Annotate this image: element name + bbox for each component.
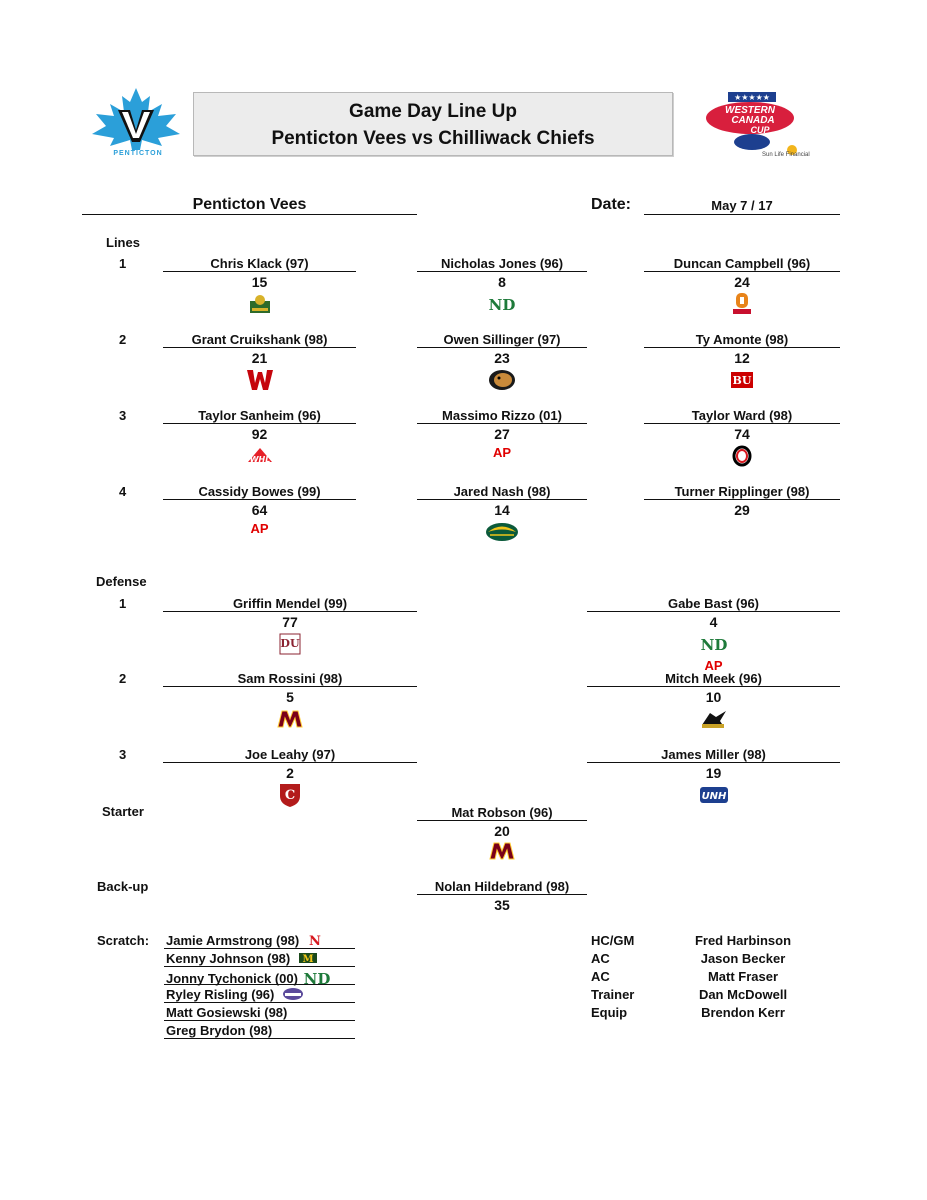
lines-label: Lines <box>106 235 140 250</box>
name-underline <box>163 499 356 500</box>
scratch-player-name: Greg Brydon (98) <box>166 1023 273 1038</box>
backup-name: Nolan Hildebrand (98) <box>434 879 570 894</box>
north-dakota-logo <box>694 630 734 658</box>
jersey-number: 27 <box>494 426 510 442</box>
wisconsin-logo <box>240 366 280 394</box>
denver-logo <box>270 630 310 658</box>
scratch-underline <box>164 948 355 949</box>
minnesota-logo <box>487 841 517 861</box>
wcc-text-1: WESTERN <box>725 105 775 116</box>
svg-text:ND: ND <box>488 296 516 314</box>
line-number: 2 <box>119 332 127 347</box>
jersey-number: 2 <box>286 765 294 781</box>
jersey-number: 23 <box>494 350 510 366</box>
name-underline <box>163 686 417 687</box>
line-number: 4 <box>119 484 127 499</box>
staff-role: AC <box>591 969 610 984</box>
scratch-player-name: Jonny Tychonick (00) <box>166 970 298 986</box>
jersey-number: 12 <box>734 350 750 366</box>
player-name: Taylor Sanheim (96) <box>198 408 321 423</box>
starter-number: 20 <box>494 823 510 839</box>
jersey-number: 10 <box>705 689 722 705</box>
starter-name: Mat Robson (96) <box>451 805 553 820</box>
scratch-player <box>166 1023 355 1038</box>
name-underline <box>587 762 840 763</box>
scratch-label: Scratch: <box>97 933 150 948</box>
omaha-orange-logo <box>722 290 762 318</box>
player-name: Turner Ripplinger (98) <box>674 484 810 499</box>
player-name: Massimo Rizzo (01) <box>442 408 562 423</box>
player-name: Cassidy Bowes (99) <box>198 484 321 499</box>
svg-text:C: C <box>284 788 296 803</box>
scratch-underline <box>164 984 355 985</box>
backup-label: Back-up <box>97 879 149 894</box>
jersey-number: 24 <box>734 274 750 290</box>
title-box <box>193 92 673 156</box>
alaska-anchorage-logo <box>482 518 522 546</box>
name-underline <box>163 271 356 272</box>
north-dakota-logo <box>482 290 522 318</box>
name-underline <box>587 611 840 612</box>
staff-role: HC/GM <box>591 933 635 948</box>
scratch-player-name: Ryley Risling (96) <box>166 987 275 1002</box>
jersey-number: 74 <box>734 426 750 442</box>
svg-text:N: N <box>309 934 322 950</box>
date-label: Date: <box>591 196 632 213</box>
player-name: Sam Rossini (98) <box>237 671 343 686</box>
svg-text:ND: ND <box>700 636 727 654</box>
staff-name: Brendon Kerr <box>701 1005 785 1020</box>
staff-name: Jason Becker <box>700 951 786 966</box>
jersey-number: 4 <box>709 614 718 630</box>
name-underline <box>163 423 356 424</box>
player-name: Jared Nash (98) <box>453 484 551 499</box>
western-canada-cup-logo <box>700 88 820 168</box>
player-name: Grant Cruikshank (98) <box>191 332 328 347</box>
name-underline <box>644 347 840 348</box>
player-name: Owen Sillinger (97) <box>443 332 561 347</box>
left-logo-text: PENTICTON <box>113 150 163 157</box>
staff-name: Fred Harbinson <box>694 933 792 948</box>
scratch-player-name: Matt Gosiewski (98) <box>166 1005 288 1020</box>
scratch-underline <box>164 1002 355 1003</box>
backup-number: 35 <box>494 897 510 913</box>
svg-text:★★★★★: ★★★★★ <box>734 93 770 102</box>
name-underline <box>644 271 840 272</box>
svg-text:ND: ND <box>303 970 331 988</box>
player-name: Duncan Campbell (96) <box>673 256 811 271</box>
jersey-number: 8 <box>498 274 506 290</box>
player-name: Joe Leahy (97) <box>244 747 336 762</box>
team-logo-green-gold <box>240 290 280 318</box>
player-name: Gabe Bast (96) <box>667 596 760 611</box>
svg-text:M: M <box>302 954 314 966</box>
name-underline <box>163 762 417 763</box>
scratch-underline <box>164 966 355 967</box>
svg-text:BU: BU <box>732 374 752 387</box>
scratch-underline <box>164 1038 355 1039</box>
defense-label: Defense <box>96 574 147 589</box>
jersey-number: 15 <box>251 274 268 290</box>
jersey-number: 92 <box>251 426 268 442</box>
cornell-logo <box>270 781 310 809</box>
line-number: 1 <box>119 256 127 271</box>
ap-badge: AP <box>492 445 512 460</box>
page-title: Game Day Line Up <box>349 101 517 122</box>
omaha-o-logo <box>722 442 762 470</box>
name-underline <box>644 499 840 500</box>
name-underline <box>417 499 587 500</box>
svg-text:DU: DU <box>280 637 300 650</box>
defense-pair-number: 2 <box>119 671 127 686</box>
scratch-player-name: Jamie Armstrong (98) <box>166 933 300 948</box>
ap-badge: AP <box>250 521 269 536</box>
name-underline <box>644 423 840 424</box>
svg-text:WHL: WHL <box>249 455 270 464</box>
minnesota-logo <box>270 705 310 733</box>
player-name: Griffin Mendel (99) <box>232 596 348 611</box>
name-underline <box>417 271 587 272</box>
jersey-number: 77 <box>282 614 298 630</box>
jersey-number: 19 <box>705 765 722 781</box>
jersey-number: 21 <box>251 350 268 366</box>
jersey-number: 29 <box>734 502 750 518</box>
player-name: Taylor Ward (98) <box>691 408 793 423</box>
svg-text:UNH: UNH <box>701 791 726 802</box>
staff-role: AC <box>591 951 610 966</box>
name-underline <box>163 611 417 612</box>
player-name: Ty Amonte (98) <box>695 332 789 347</box>
ap-badge: AP <box>704 658 723 673</box>
starter-label: Starter <box>102 804 144 819</box>
scratch-player-name: Kenny Johnson (98) <box>166 951 291 966</box>
jersey-number: 14 <box>494 502 510 518</box>
unh-logo <box>694 781 734 809</box>
whl-logo <box>240 442 280 470</box>
player-name: Nicholas Jones (96) <box>440 256 564 271</box>
jersey-number: 64 <box>251 502 268 518</box>
line-number: 3 <box>119 408 127 423</box>
player-name: James Miller (98) <box>661 747 766 762</box>
penticton-vees-logo <box>84 84 188 162</box>
scratch-player <box>166 1005 355 1020</box>
name-underline <box>417 347 587 348</box>
staff-name: Dan McDowell <box>698 987 788 1002</box>
date-value: May 7 / 17 <box>711 198 773 213</box>
name-underline <box>587 686 840 687</box>
sponsor-text: Sun Life Financial <box>762 152 810 158</box>
wcc-text-3: CUP <box>750 125 770 135</box>
bemidji-beaver-logo <box>482 366 522 394</box>
name-underline <box>417 423 587 424</box>
matchup-title: Penticton Vees vs Chilliwack Chiefs <box>271 128 595 149</box>
boston-university-logo <box>722 366 762 394</box>
name-underline <box>163 347 356 348</box>
wcc-text-2: CANADA <box>731 115 775 126</box>
scratch-underline <box>164 1020 355 1021</box>
player-name: Chris Klack (97) <box>210 256 309 271</box>
team-name: Penticton Vees <box>192 196 307 213</box>
staff-name: Matt Fraser <box>707 969 779 984</box>
staff-role: Trainer <box>591 987 635 1002</box>
player-name: Mitch Meek (96) <box>665 671 762 686</box>
staff-role: Equip <box>591 1005 628 1020</box>
defense-pair-number: 3 <box>119 747 127 762</box>
jersey-number: 5 <box>286 689 294 705</box>
hawk-logo <box>694 705 734 733</box>
defense-pair-number: 1 <box>119 596 127 611</box>
